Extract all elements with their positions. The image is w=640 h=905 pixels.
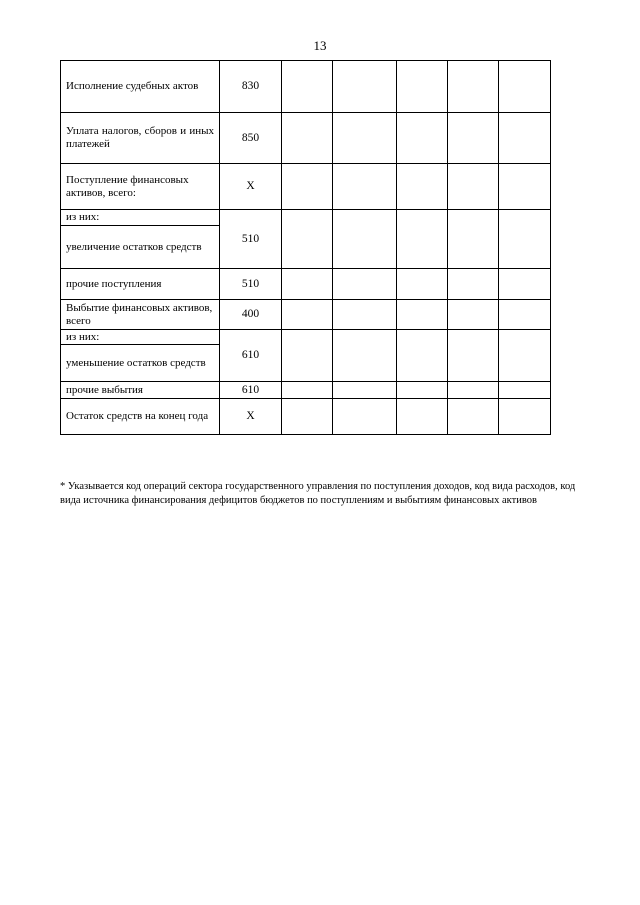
empty-cell xyxy=(397,330,448,382)
row-code: X xyxy=(220,399,282,435)
empty-cell xyxy=(448,269,499,300)
row-code: 610 xyxy=(220,382,282,399)
row-name: прочие выбытия xyxy=(61,382,220,399)
row-code: 510 xyxy=(220,269,282,300)
empty-cell xyxy=(448,61,499,113)
row-name: увеличение остатков средств xyxy=(61,226,220,269)
empty-cell xyxy=(499,300,551,330)
empty-cell xyxy=(448,164,499,210)
financial-report-table xyxy=(60,60,551,435)
table-row xyxy=(61,61,551,113)
row-code: 400 xyxy=(220,300,282,330)
empty-cell xyxy=(282,269,333,300)
row-name: прочие поступления xyxy=(61,269,220,300)
row-name: Уплата налогов, сборов и иных платежей xyxy=(61,113,220,164)
table-row xyxy=(61,210,551,226)
empty-cell xyxy=(333,269,397,300)
empty-cell xyxy=(397,113,448,164)
row-code: X xyxy=(220,164,282,210)
empty-cell xyxy=(282,330,333,382)
empty-cell xyxy=(333,382,397,399)
empty-cell xyxy=(397,269,448,300)
row-name: Поступление финансовых активов, всего: xyxy=(61,164,220,210)
empty-cell xyxy=(499,269,551,300)
empty-cell xyxy=(282,113,333,164)
empty-cell xyxy=(397,382,448,399)
empty-cell xyxy=(282,300,333,330)
table-row xyxy=(61,382,551,399)
empty-cell xyxy=(499,210,551,269)
footnote: * Указывается код операций сектора государственного управления по поступления доходов, код вида расходов, код вида источника финансирования дефицитов бюджетов по поступлениям и выбытиям финансовых активов xyxy=(60,481,576,506)
row-name: Остаток средств на конец года xyxy=(61,399,220,435)
empty-cell xyxy=(282,399,333,435)
empty-cell xyxy=(282,382,333,399)
page-number: 13 xyxy=(313,38,327,53)
empty-cell xyxy=(397,210,448,269)
empty-cell xyxy=(448,382,499,399)
empty-cell xyxy=(397,61,448,113)
row-code: 510 xyxy=(220,210,282,269)
empty-cell xyxy=(282,61,333,113)
table-row xyxy=(61,330,551,345)
row-name: из них: xyxy=(61,330,220,345)
empty-cell xyxy=(499,399,551,435)
empty-cell xyxy=(448,330,499,382)
empty-cell xyxy=(397,300,448,330)
table-row xyxy=(61,113,551,164)
empty-cell xyxy=(448,113,499,164)
table-row xyxy=(61,300,551,330)
empty-cell xyxy=(448,300,499,330)
row-code: 850 xyxy=(220,113,282,164)
empty-cell xyxy=(333,399,397,435)
empty-cell xyxy=(333,61,397,113)
empty-cell xyxy=(333,300,397,330)
empty-cell xyxy=(499,61,551,113)
empty-cell xyxy=(499,164,551,210)
row-name: из них: xyxy=(61,210,220,226)
row-name: Выбытие финансовых активов, всего xyxy=(61,300,220,330)
empty-cell xyxy=(333,164,397,210)
empty-cell xyxy=(448,210,499,269)
row-code: 830 xyxy=(220,61,282,113)
empty-cell xyxy=(397,399,448,435)
empty-cell xyxy=(499,113,551,164)
empty-cell xyxy=(448,399,499,435)
table-row xyxy=(61,399,551,435)
empty-cell xyxy=(333,330,397,382)
empty-cell xyxy=(499,330,551,382)
row-name: уменьшение остатков средств xyxy=(61,345,220,382)
row-code: 610 xyxy=(220,330,282,382)
table-row xyxy=(61,269,551,300)
row-name: Исполнение судебных актов xyxy=(61,61,220,113)
empty-cell xyxy=(282,164,333,210)
empty-cell xyxy=(397,164,448,210)
empty-cell xyxy=(333,210,397,269)
empty-cell xyxy=(333,113,397,164)
empty-cell xyxy=(499,382,551,399)
table-row xyxy=(61,164,551,210)
empty-cell xyxy=(282,210,333,269)
